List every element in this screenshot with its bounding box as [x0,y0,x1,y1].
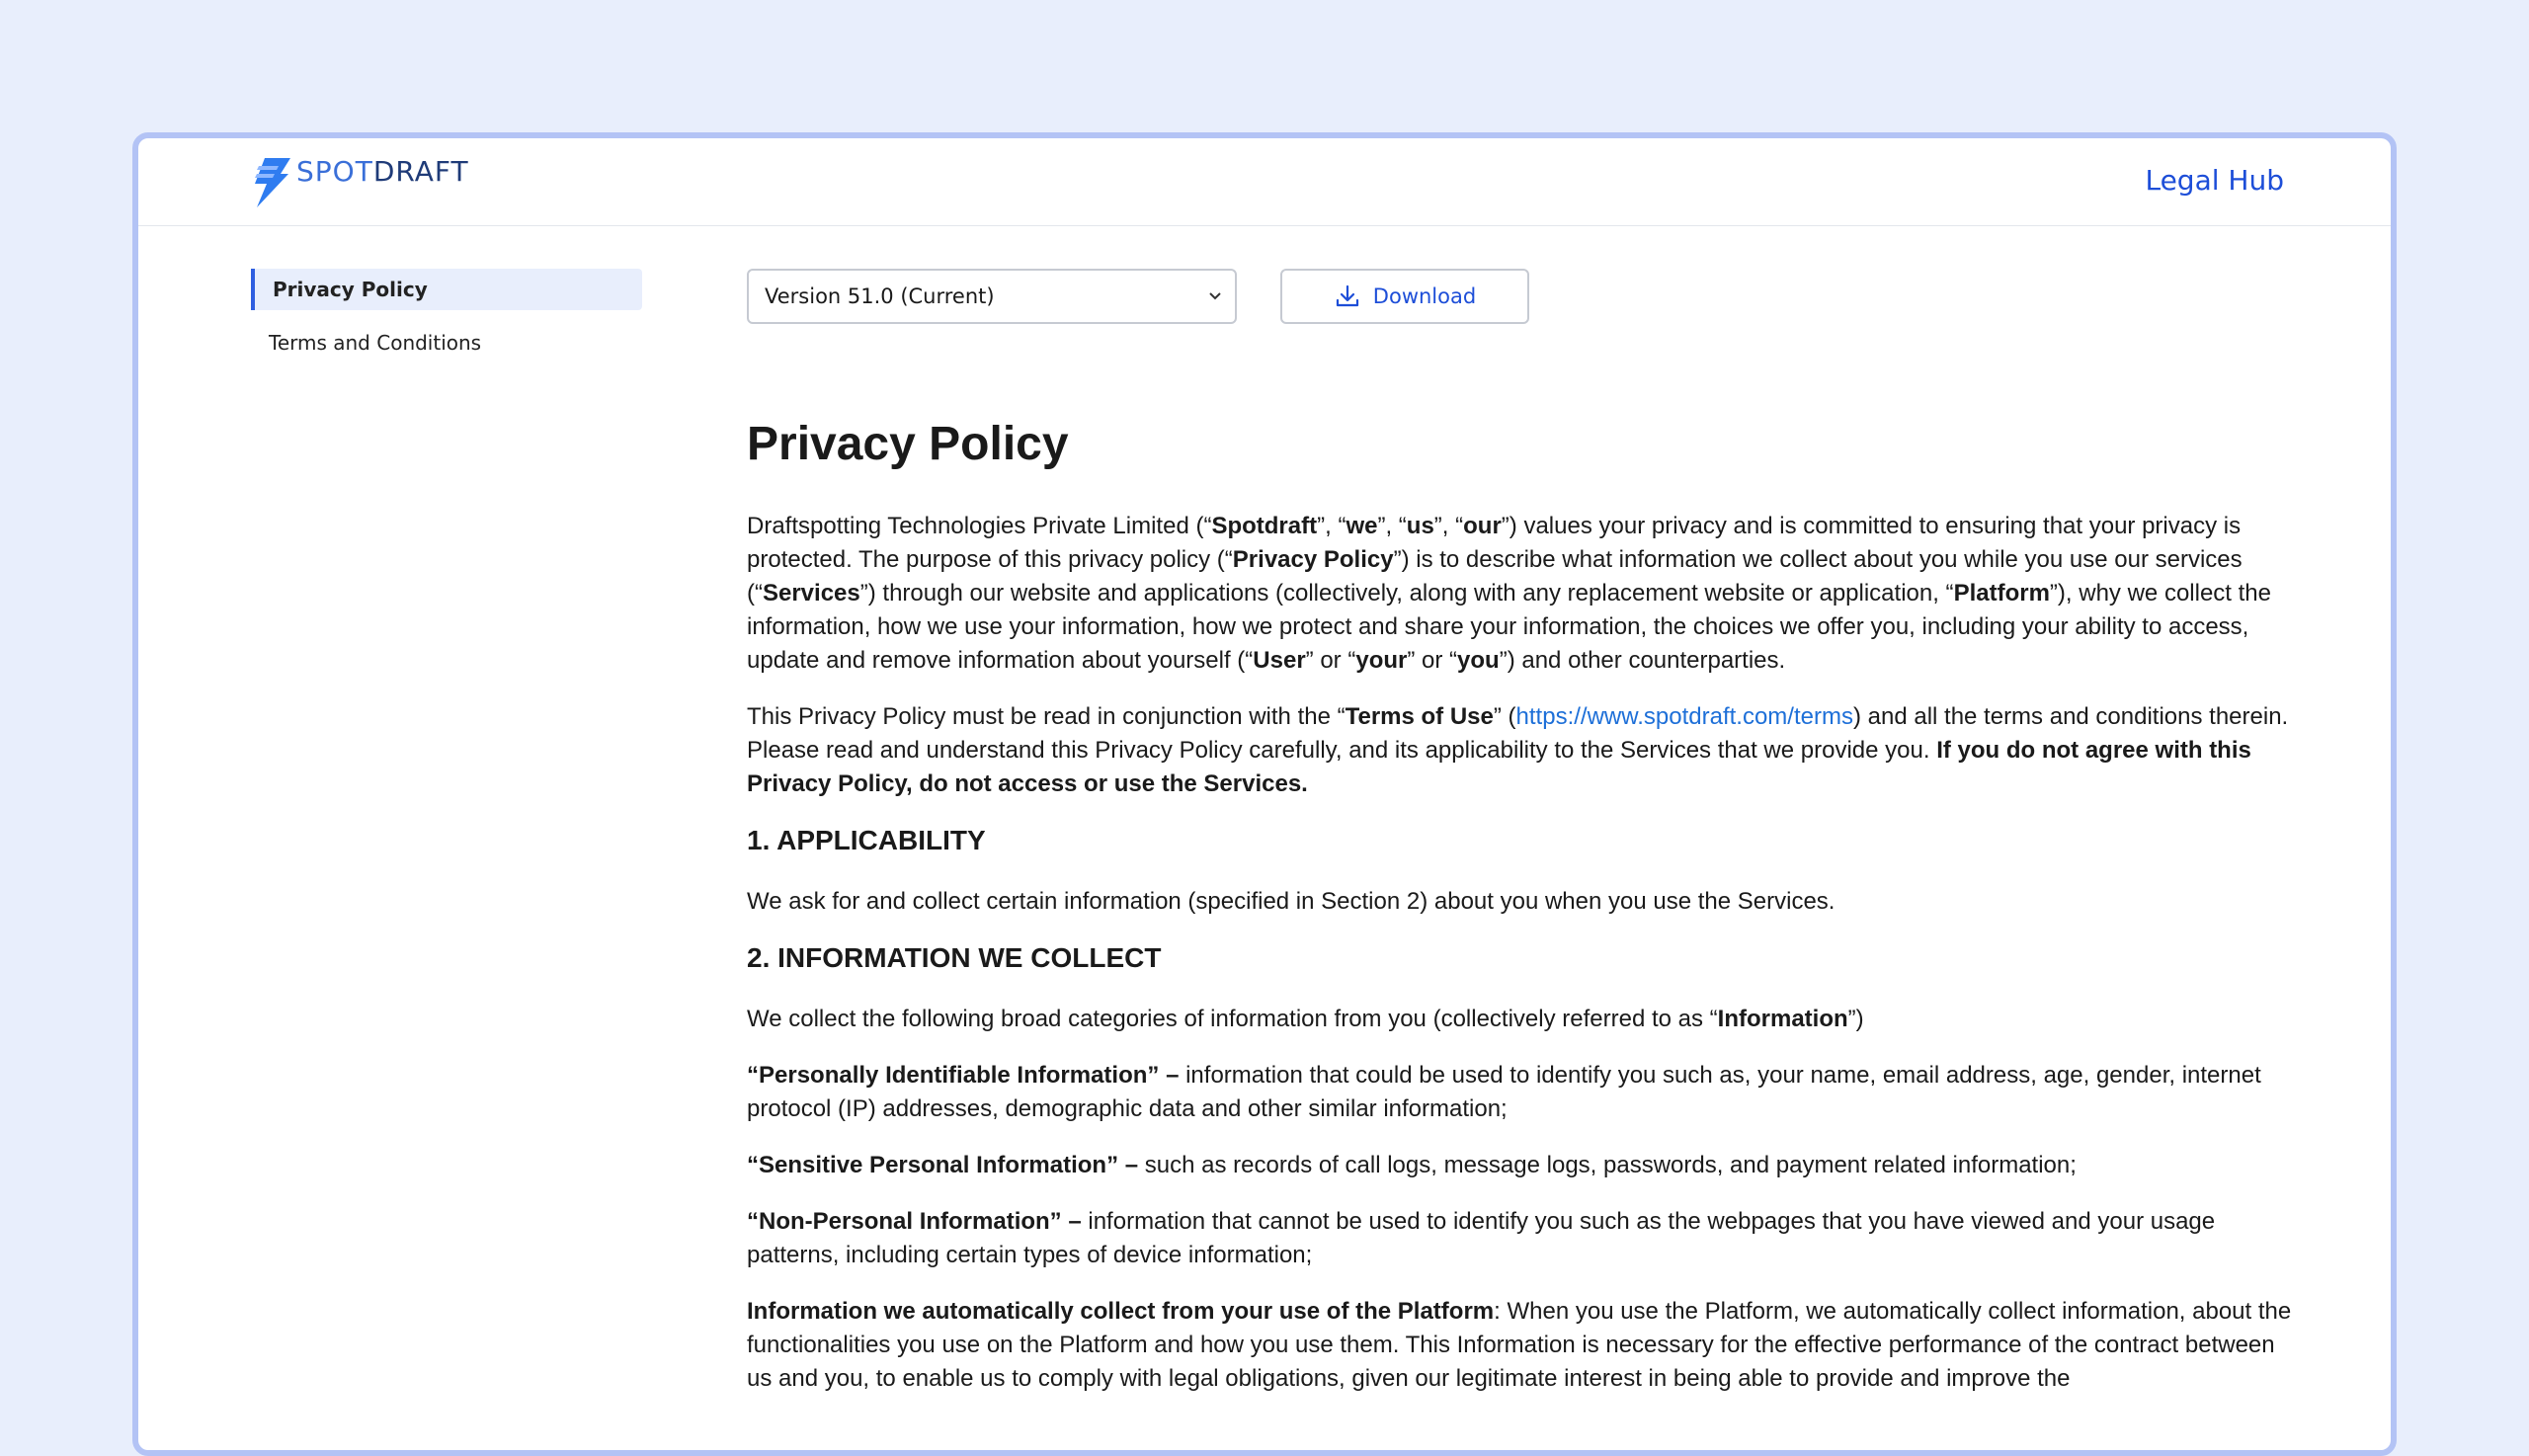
terms-paragraph: This Privacy Policy must be read in conjunction with the “Terms of Use” (https://www.spotdraft.com/terms) and all the terms and conditions therein. Please read and understand this Privacy Policy carefully, and its applicability to the Services that we provide you. If you do not agree with this Privacy Policy, do not access or use the Services. [747,703,2289,797]
document-toolbar [747,269,1529,324]
sidebar-item-terms-and-conditions[interactable]: Terms and Conditions [269,331,482,355]
logo-draft-text: DRAFT [372,155,469,188]
logo-wordmark [296,155,469,188]
section-heading-applicability: 1. APPLICABILITY [747,825,986,855]
download-icon [1334,283,1361,310]
lightning-logo-icon [251,156,292,207]
spotdraft-logo[interactable] [251,156,469,211]
intro-paragraph: Draftspotting Technologies Private Limited (“Spotdraft”, “we”, “us”, “our”) values your privacy and is committed to ensuring that your privacy is protected. The purpose of this privacy policy (“Privacy Policy”) is to describe what information we collect about you while you use our services (“Services”) through our website and applications (collectively, along with any replacement website or application, “Platform”), why we collect the information, how we use your information, how we protect and share your information, the choices we offer you, including your ability to access, update and remove information about yourself (“User” or “your” or “you”) and other counterparties. [747,513,2271,674]
pii-paragraph: “Personally Identifiable Information” – information that could be used to identify you such as, your name, email address, age, gender, internet protocol (IP) addresses, demographic data and other similar information; [747,1062,2261,1122]
terms-link[interactable]: https://www.spotdraft.com/terms [1515,703,1853,730]
sidebar-item-privacy-policy[interactable]: Privacy Policy [251,269,642,310]
spi-paragraph: “Sensitive Personal Information” – such as records of call logs, message logs, passwords, and payment related information; [747,1152,2077,1178]
legal-hub-link[interactable]: Legal Hub [2145,164,2284,197]
sidebar [251,269,642,375]
chevron-down-icon [1207,284,1223,308]
section-heading-information-collect: 2. INFORMATION WE COLLECT [747,942,1162,973]
version-select-value: Version 51.0 (Current) [765,284,995,308]
logo-spot-text: SPOT [296,155,373,188]
version-select[interactable] [747,269,1237,324]
page-title: Privacy Policy [747,418,1069,470]
collect-paragraph: We collect the following broad categories of information from you (collectively referred to as “Information”) [747,1006,1864,1032]
download-button[interactable] [1280,269,1529,324]
site-header [138,138,2391,226]
download-label: Download [1372,284,1477,308]
auto-collect-paragraph: Information we automatically collect from your use of the Platform: When you use the Platform, we automatically collect information, about the functionalities you use on the Platform and how you use them. This Information is necessary for the effective performance of the contract between us and you, to enable us to comply with legal obligations, given our legitimate interest in being able to provide and improve the [747,1298,2292,1392]
npi-paragraph: “Non-Personal Information” – information that cannot be used to identify you such as the webpages that you have viewed and your usage patterns, including certain types of device information; [747,1208,2216,1268]
applicability-paragraph: We ask for and collect certain information (specified in Section 2) about you when you use the Services. [747,888,1836,915]
browser-frame [132,132,2397,1456]
policy-content [747,415,2298,1418]
